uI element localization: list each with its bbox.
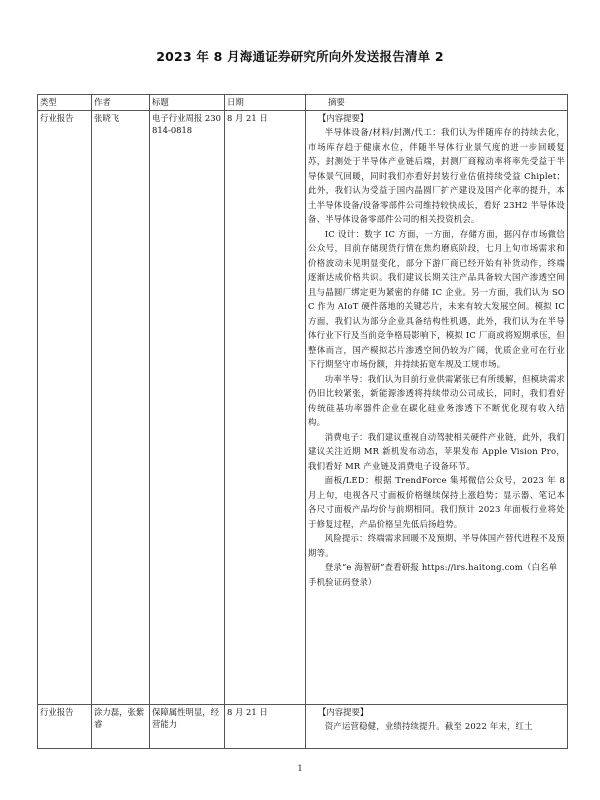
summary-paragraph: 风险提示：终端需求回暖不及预期、半导体国产替代进程不及预期等。 <box>308 533 565 558</box>
summary-paragraph: 面板/LED：根据 TrendForce 集邦微信公众号，2023 年 8 月上旬，电视各尺寸面板价格继续保持上涨趋势；显示器、笔记本各尺寸面板产品均价与前期相同。我们预计 2023 年面板行业将处于修复过程，产品价格呈先低后扬趋势。 <box>308 475 565 529</box>
table-header-row <box>38 95 568 111</box>
summary-heading: 【内容提要】 <box>318 113 369 123</box>
row-author: 张晓飞 <box>92 111 150 705</box>
row-date: 8 月 21 日 <box>225 111 306 705</box>
row-report-title: 保障属性明显，经营能力 <box>150 705 225 749</box>
row-author: 涂力磊，张紫睿 <box>92 705 150 749</box>
header-date: 日期 <box>225 95 306 111</box>
row-type: 行业报告 <box>38 705 92 749</box>
page-number: 1 <box>297 764 303 773</box>
header-summary: 摘要 <box>306 95 568 111</box>
row-summary <box>306 705 568 749</box>
summary-paragraph: 功率半导：我们认为目前行业供需紧张已有所缓解，但模块需求仍旧比较紧张，新能源渗透将持续带动公司成长，同时，我们看好传统硅基功率器件企业在碳化硅业务渗透下不断优化现有收入结构。 <box>308 373 565 427</box>
table-row <box>38 111 568 705</box>
header-type: 类型 <box>38 95 92 111</box>
summary-paragraph: 消费电子：我们建议重视自动驾驶相关硬件产业链，此外，我们建议关注近期 MR 新机发布动态，苹果发布 Apple Vision Pro，我们看好 MR 产业链及消费电子设备环节。 <box>308 431 565 471</box>
report-list-table <box>37 94 568 749</box>
summary-paragraph: IC 设计：数字 IC 方面，一方面，存储方面，据闪存市场微信公众号，目前存储现货行情在焦灼磨底阶段，七月上旬市场需求和价格波动未见明显变化，部分下游厂商已经开始有补货动作，终端逐渐达成价格共识。我们建议长期关注产品具备较大国产渗透空间且与晶圆厂绑定更为紧密的存储 IC 企业。另一方面，我们认为 SOC 作为 AIoT 硬件落地的关键芯片，未来有较大发展空间。模拟 IC 方面，我们认为部分企业具备结构性机遇，此外，我们认为在半导体行业下行及当前竞争格局影响下，模拟 IC 厂商或将短期承压，但整体而言，国产模拟芯片渗透空间仍较为广阔，优质企业可在行业下行期坚守市场份额，并持续拓宽车规及工规市场。 <box>308 228 565 369</box>
header-author: 作者 <box>92 95 150 111</box>
summary-paragraph: 半导体设备/材料/封测/代工：我们认为伴随库存的持续去化，市场库存趋于健康水位，伴随半导体行业景气度的进一步回暖复苏，封测处于半导体产业链后端，封测厂商稼动率将率先受益于半导体景气回暖，同时我们亦看好封装行业估值持续受益 Chiplet；此外，我们认为受益于国内晶圆厂扩产建设及国产化率的提升，本土半导体设备/设备零部件公司维持较快成长，看好 23H2 半导体设备、半导体设备零部件公司的相关投资机会。 <box>308 127 565 224</box>
login-link-text[interactable]: 登录“e 海智研”查看研报 https://irs.haitong.com（白名单手机验证码登录） <box>308 562 558 587</box>
table-row <box>38 705 568 749</box>
summary-paragraph: 资产运营稳健，业绩持续提升。截至 2022 年末，红土 <box>324 721 533 731</box>
summary-heading: 【内容提要】 <box>318 707 369 717</box>
row-type: 行业报告 <box>38 111 92 705</box>
document-title: 2023 年 8 月海通证券研究所向外发送报告清单 2 <box>156 49 444 64</box>
row-date: 8 月 21 日 <box>225 705 306 749</box>
header-title: 标题 <box>150 95 225 111</box>
row-report-title: 电子行业周报 230814-0818 <box>150 111 225 705</box>
row-summary <box>306 111 568 705</box>
